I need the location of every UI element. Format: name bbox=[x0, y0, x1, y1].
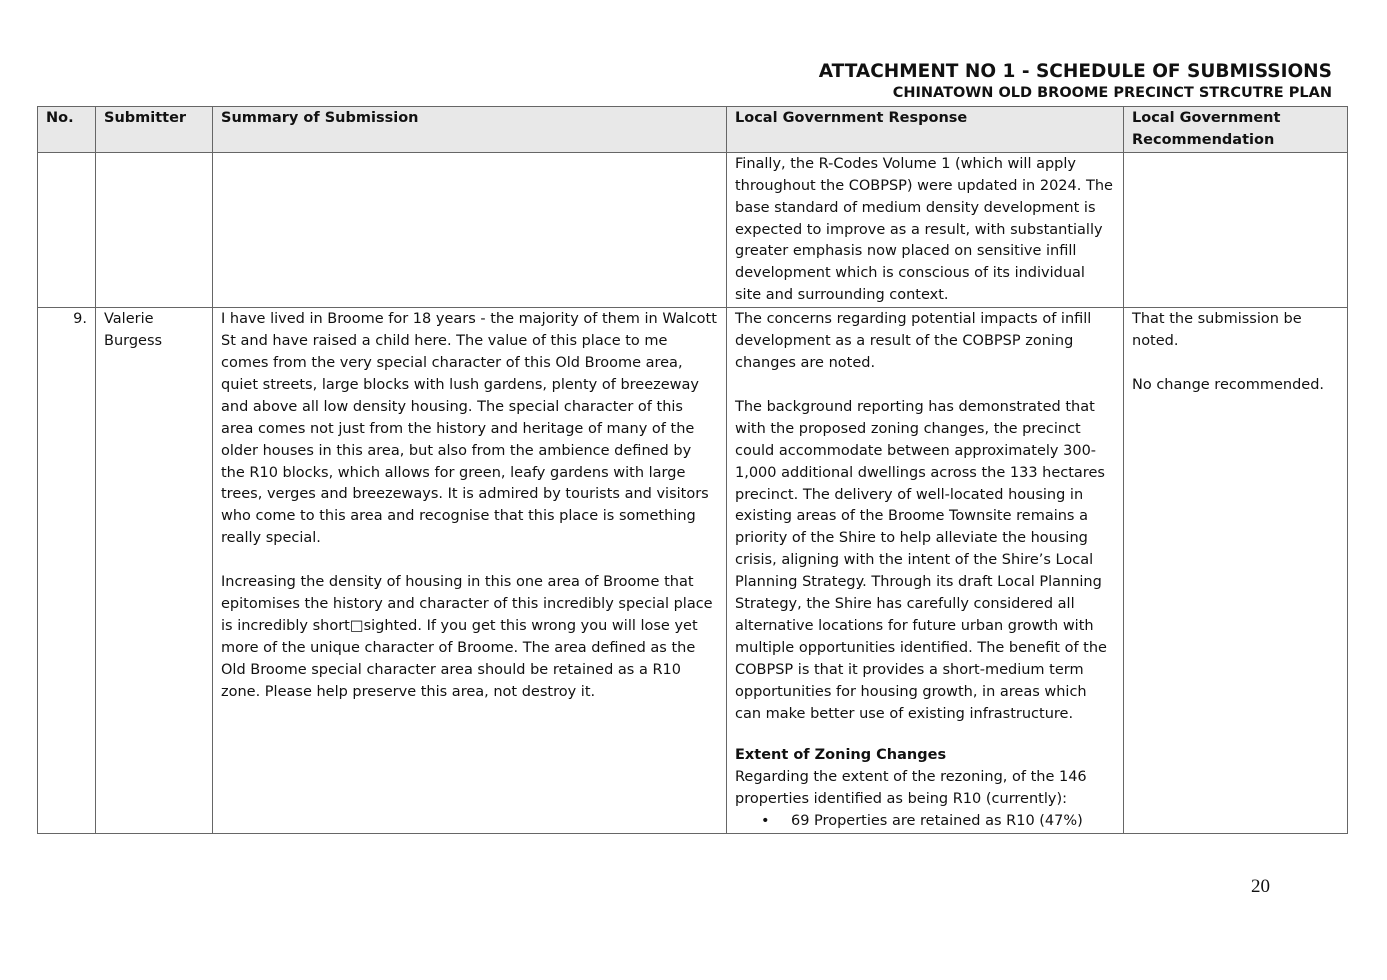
document-title: ATTACHMENT NO 1 - SCHEDULE OF SUBMISSIONS bbox=[818, 61, 1332, 82]
response-bullet-list bbox=[735, 811, 1115, 833]
cell-submitter bbox=[96, 152, 213, 307]
summary-paragraph-2: Increasing the density of housing in this one area of Broome that epitomises the history and character of this incredibly special place is incredibly short□sighted. If you get this wrong you will lose yet more of the unique character of Broome. The area defined as the Old Broome special character area should be retained as a R10 zone. Please help preserve this area, not destroy it. bbox=[221, 574, 713, 700]
document-subtitle: CHINATOWN OLD BROOME PRECINCT STRCUTRE PLAN bbox=[892, 85, 1332, 101]
document-header bbox=[819, 60, 1332, 102]
cell-recommendation bbox=[1124, 152, 1348, 307]
column-header-summary: Summary of Submission bbox=[213, 107, 727, 153]
cell-response bbox=[727, 308, 1124, 834]
response-subheading: Extent of Zoning Changes bbox=[735, 747, 947, 764]
submissions-table bbox=[37, 106, 1348, 834]
response-paragraph: Finally, the R-Codes Volume 1 (which will apply throughout the COBPSP) were updated in 2024. The base standard of medium density development is expected to improve as a result, with substantially greater emphasis now placed on sensitive infill development which is conscious of its individual site and surrounding context. bbox=[735, 155, 1113, 304]
response-paragraph-2: The background reporting has demonstrated that with the proposed zoning changes, the precinct could accommodate between approximately 300-1,000 additional dwellings across the 133 hectares precinct. The delivery of well-located housing in existing areas of the Broome Townsite remains a priority of the Shire to help alleviate the housing crisis, aligning with the intent of the Shire’s Local Planning Strategy. Through its draft Local Planning Strategy, the Shire has carefully considered all alternative locations for future urban growth with multiple opportunities identified. The benefit of the COBPSP is that it provides a short-medium term opportunities for housing growth, in areas which can make better use of existing infrastructure. bbox=[735, 398, 1107, 722]
cell-number bbox=[38, 152, 96, 307]
recommendation-line-1: That the submission be noted. bbox=[1132, 311, 1302, 350]
response-paragraph-1: The concerns regarding potential impacts of infill development as a result of the COBPSP zoning changes are noted. bbox=[735, 311, 1092, 371]
bullet-icon: • bbox=[761, 813, 770, 830]
bullet-text: 69 Properties are retained as R10 (47%) bbox=[791, 813, 1083, 830]
cell-submitter: Valerie Burgess bbox=[96, 308, 213, 834]
cell-summary bbox=[213, 152, 727, 307]
recommendation-line-2: No change recommended. bbox=[1132, 376, 1325, 393]
page-number: 20 bbox=[1251, 876, 1270, 897]
list-item bbox=[761, 811, 1115, 833]
column-header-response: Local Government Response bbox=[727, 107, 1124, 153]
cell-number: 9. bbox=[38, 308, 96, 834]
table-header-row bbox=[38, 107, 1348, 153]
cell-summary bbox=[213, 308, 727, 834]
column-header-submitter: Submitter bbox=[96, 107, 213, 153]
summary-paragraph-1: I have lived in Broome for 18 years - the majority of them in Walcott St and have raised a child here. The value of this place to me comes from the very special character of this Old Broome area, quiet streets, large blocks with lush gardens, plenty of breezeway and above all low density housing. The special character of this area comes not just from the history and heritage of many of the older houses in this area, but also from the ambience defined by the R10 blocks, which allows for green, leafy gardens with large trees, verges and breezeways. It is admired by tourists and visitors who come to this area and recognise that this place is something really special. bbox=[221, 311, 717, 547]
table-row-9 bbox=[38, 308, 1348, 834]
table-row-continued bbox=[38, 152, 1348, 307]
cell-recommendation bbox=[1124, 308, 1348, 834]
column-header-number: No. bbox=[38, 107, 96, 153]
response-paragraph-3: Regarding the extent of the rezoning, of the 146 properties identified as being R10 (currently): bbox=[735, 769, 1087, 808]
cell-response bbox=[727, 152, 1124, 307]
column-header-recommendation: Local Government Recommendation bbox=[1124, 107, 1348, 153]
